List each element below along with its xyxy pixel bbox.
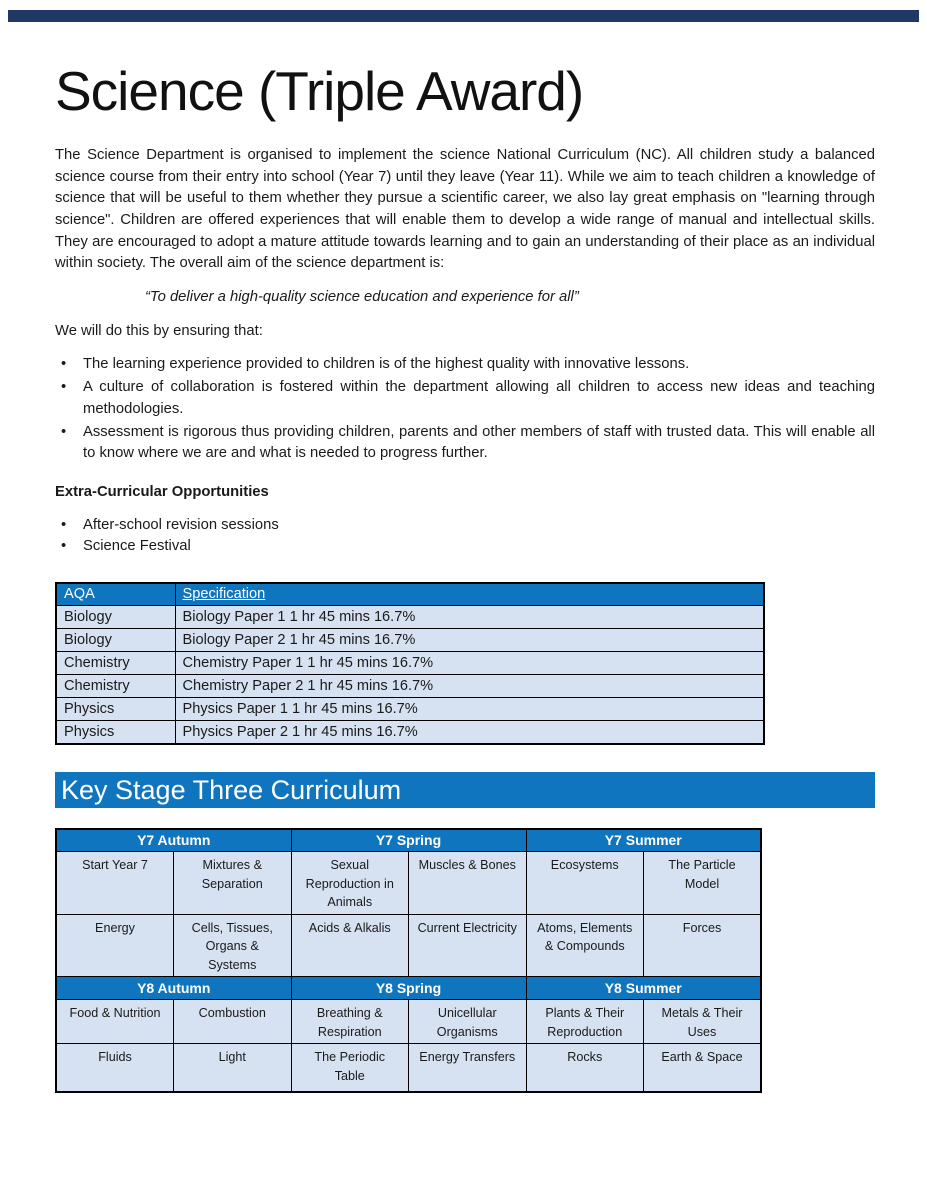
spec-detail-cell: Chemistry Paper 1 1 hr 45 mins 16.7% <box>175 652 764 675</box>
list-item: • A culture of collaboration is fostered within the department allowing all children to access new ideas and teaching methodologies. <box>55 377 875 420</box>
table-row <box>56 629 764 652</box>
curriculum-topic-cell: Atoms, Elements & Compounds <box>526 914 644 977</box>
curriculum-topic-cell: Breathing & Respiration <box>291 1000 409 1044</box>
table-row <box>56 914 761 977</box>
key-stage-three-banner: Key Stage Three Curriculum <box>55 772 875 808</box>
curriculum-topic-cell: Fluids <box>56 1044 174 1092</box>
term-header-cell: Y7 Summer <box>526 829 761 852</box>
table-row <box>56 606 764 629</box>
list-item: • After-school revision sessions <box>55 515 875 537</box>
spec-detail-cell: Biology Paper 2 1 hr 45 mins 16.7% <box>175 629 764 652</box>
table-row <box>56 721 764 744</box>
spec-table-header-row <box>56 583 764 606</box>
table-row <box>56 1000 761 1044</box>
spec-subject-cell: Chemistry <box>56 675 175 698</box>
curriculum-topic-cell: Earth & Space <box>644 1044 762 1092</box>
document-body <box>55 0 875 1093</box>
term-header-cell: Y8 Autumn <box>56 977 291 1000</box>
table-row <box>56 1044 761 1092</box>
curriculum-topic-cell: Forces <box>644 914 762 977</box>
list-item: • The learning experience provided to children is of the highest quality with innovative lessons. <box>55 354 875 376</box>
curriculum-topic-cell: Mixtures & Separation <box>174 852 292 915</box>
table-row <box>56 652 764 675</box>
curriculum-topic-cell: Sexual Reproduction in Animals <box>291 852 409 915</box>
spec-header-aqa: AQA <box>56 583 175 606</box>
spec-subject-cell: Chemistry <box>56 652 175 675</box>
spec-detail-cell: Chemistry Paper 2 1 hr 45 mins 16.7% <box>175 675 764 698</box>
curriculum-topic-cell: Combustion <box>174 1000 292 1044</box>
curriculum-topic-cell: The Particle Model <box>644 852 762 915</box>
spec-subject-cell: Biology <box>56 606 175 629</box>
spec-detail-cell: Physics Paper 2 1 hr 45 mins 16.7% <box>175 721 764 744</box>
curriculum-topic-cell: Plants & Their Reproduction <box>526 1000 644 1044</box>
curriculum-topic-cell: Muscles & Bones <box>409 852 527 915</box>
spec-detail-cell: Biology Paper 1 1 hr 45 mins 16.7% <box>175 606 764 629</box>
curriculum-topic-cell: Light <box>174 1044 292 1092</box>
curriculum-topic-cell: Rocks <box>526 1044 644 1092</box>
ensuring-bullet-list <box>55 354 875 465</box>
curriculum-topic-cell: The Periodic Table <box>291 1044 409 1092</box>
spec-subject-cell: Physics <box>56 698 175 721</box>
table-row <box>56 675 764 698</box>
term-header-cell: Y7 Autumn <box>56 829 291 852</box>
spec-detail-cell: Physics Paper 1 1 hr 45 mins 16.7% <box>175 698 764 721</box>
department-aim-quote: “To deliver a high-quality science education and experience for all” <box>145 288 579 305</box>
curriculum-topic-cell: Unicellular Organisms <box>409 1000 527 1044</box>
y8-term-header-row <box>56 977 761 1000</box>
page-title: Science (Triple Award) <box>55 60 584 122</box>
list-item: • Science Festival <box>55 536 875 558</box>
ensuring-intro: We will do this by ensuring that: <box>55 323 263 340</box>
curriculum-topic-cell: Energy Transfers <box>409 1044 527 1092</box>
term-header-cell: Y7 Spring <box>291 829 526 852</box>
y7-term-header-row <box>56 829 761 852</box>
intro-paragraph: The Science Department is organised to implement the science National Curriculum (NC). All children study a balanced science course from their entry into school (Year 7) until they leave (Year 11). While we aim to teach children a knowledge of science that will be useful to them whether they pursue a scientific career, we also lay great emphasis on "learning through science". Children are offered experiences that will enable them to develop a wide range of manual and intellectual skills. They are encouraged to adopt a mature attitude towards learning and to gain an understanding of their place as an individual within society. The overall aim of the science department is: <box>55 147 875 272</box>
table-row <box>56 698 764 721</box>
curriculum-topic-cell: Energy <box>56 914 174 977</box>
spec-subject-cell: Biology <box>56 629 175 652</box>
term-header-cell: Y8 Summer <box>526 977 761 1000</box>
curriculum-topic-cell: Ecosystems <box>526 852 644 915</box>
spec-header-specification <box>175 583 764 606</box>
list-item: • Assessment is rigorous thus providing children, parents and other members of staff with trusted data. This will enable all to know where we are and what is needed to progress further. <box>55 422 875 465</box>
specification-link[interactable]: Specification <box>182 586 266 602</box>
curriculum-topic-cell: Current Electricity <box>409 914 527 977</box>
curriculum-topic-cell: Cells, Tissues, Organs & Systems <box>174 914 292 977</box>
curriculum-topic-cell: Start Year 7 <box>56 852 174 915</box>
curriculum-topic-cell: Acids & Alkalis <box>291 914 409 977</box>
table-row <box>56 852 761 915</box>
extra-curricular-heading: Extra-Curricular Opportunities <box>55 483 269 500</box>
curriculum-topic-cell: Food & Nutrition <box>56 1000 174 1044</box>
specification-table <box>55 582 765 745</box>
term-header-cell: Y8 Spring <box>291 977 526 1000</box>
ks3-curriculum-table <box>55 828 762 1093</box>
spec-subject-cell: Physics <box>56 721 175 744</box>
curriculum-topic-cell: Metals & Their Uses <box>644 1000 762 1044</box>
extra-curricular-bullet-list <box>55 515 875 558</box>
